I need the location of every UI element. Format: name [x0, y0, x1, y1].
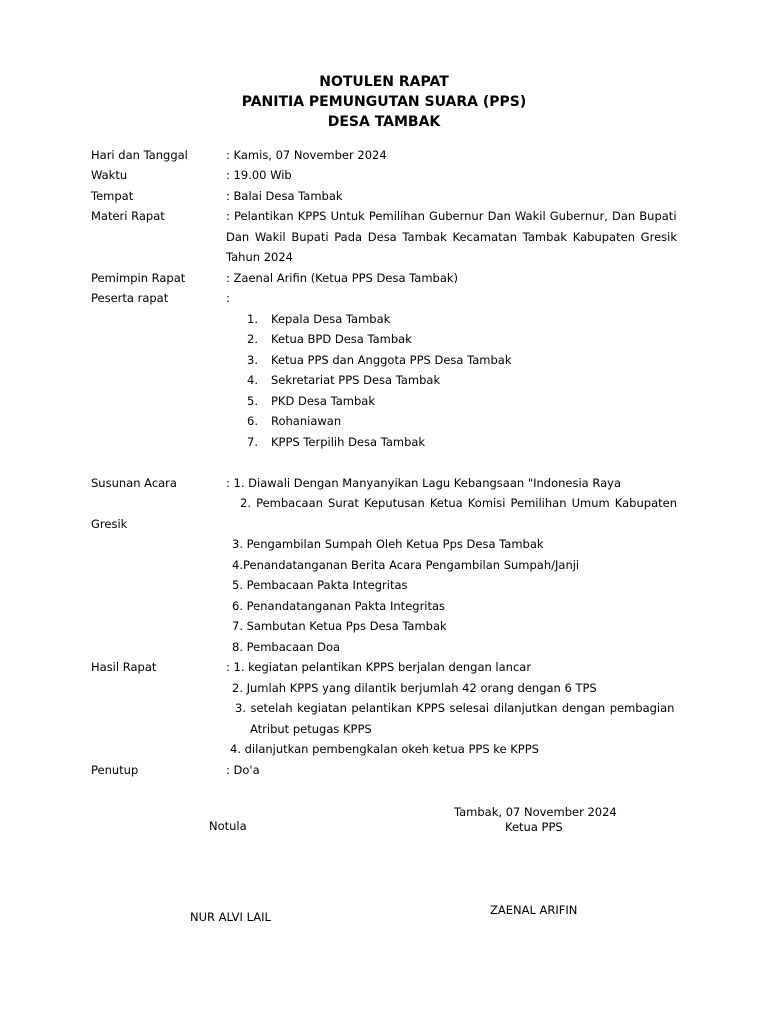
list-item-number: 3. [247, 353, 258, 367]
list-item: Ketua PPS dan Anggota PPS Desa Tambak [271, 353, 512, 367]
signature-notula-name: NUR ALVI LAIL [190, 910, 271, 924]
list-item-number: 7. [247, 435, 258, 449]
list-item-number: 4. [247, 373, 258, 387]
susunan-item-3: 3. Pengambilan Sumpah Oleh Ketua Pps Desa Tambak [232, 537, 544, 551]
susunan-item-7: 7. Sambutan Ketua Pps Desa Tambak [232, 619, 447, 633]
hasil-item-2: 2. Jumlah KPPS yang dilantik berjumlah 42 orang dengan 6 TPS [232, 681, 597, 695]
hari-value: : Kamis, 07 November 2024 [226, 148, 387, 162]
susunan-item-4: 4.Penandatanganan Berita Acara Pengambilan Sumpah/Janji [232, 558, 580, 572]
list-item: Ketua BPD Desa Tambak [271, 332, 412, 346]
peserta-label: Peserta rapat [91, 291, 169, 305]
tempat-label: Tempat [91, 189, 134, 203]
list-item: PKD Desa Tambak [271, 394, 375, 408]
list-item-number: 1. [247, 312, 258, 326]
list-item: Sekretariat PPS Desa Tambak [271, 373, 441, 387]
penutup-label: Penutup [91, 763, 139, 777]
materi-label: Materi Rapat [91, 209, 165, 223]
signature-ketua-name: ZAENAL ARIFIN [490, 903, 578, 917]
list-item: Kepala Desa Tambak [271, 312, 391, 326]
susunan-item-8: 8. Pembacaan Doa [232, 640, 341, 654]
susunan-item-2-line-1: 2. Pembacaan Surat Keputusan Ketua Komisi Pemilihan Umum Kabupaten [240, 496, 677, 510]
list-item: Rohaniawan [271, 414, 342, 428]
tempat-value: : Balai Desa Tambak [226, 189, 343, 203]
materi-line-1: : Pelantikan KPPS Untuk Pemilihan Gubernur Dan Wakil Gubernur, Dan Bupati [226, 209, 677, 223]
susunan-item-2-line-2: Gresik [91, 517, 128, 531]
materi-line-3: Tahun 2024 [226, 250, 293, 264]
list-item-number: 2. [247, 332, 258, 346]
susunan-item-5: 5. Pembacaan Pakta Integritas [232, 578, 408, 592]
pemimpin-value: : Zaenal Arifin (Ketua PPS Desa Tambak) [226, 271, 459, 285]
hasil-item-3-line-1: 3. setelah kegiatan pelantikan KPPS selesai dilanjutkan dengan pembagian [235, 701, 675, 715]
penutup-value: : Do'a [226, 763, 260, 777]
hari-label: Hari dan Tanggal [91, 148, 188, 162]
hasil-item-3-line-2: Atribut petugas KPPS [250, 722, 372, 736]
susunan-item-1: : 1. Diawali Dengan Manyanyikan Lagu Kebangsaan "Indonesia Raya [226, 476, 622, 490]
list-item: KPPS Terpilih Desa Tambak [271, 435, 426, 449]
materi-line-2: Dan Wakil Bupati Pada Desa Tambak Kecamatan Tambak Kabupaten Gresik [226, 230, 677, 244]
hasil-item-1: : 1. kegiatan pelantikan KPPS berjalan dengan lancar [226, 660, 532, 674]
document-location-title: DESA TAMBAK [327, 114, 441, 130]
hasil-label: Hasil Rapat [91, 660, 157, 674]
waktu-value: : 19.00 Wib [226, 168, 292, 182]
document-subtitle: PANITIA PEMUNGUTAN SUARA (PPS) [241, 94, 527, 110]
peserta-colon: : [226, 291, 230, 305]
document-title: NOTULEN RAPAT [319, 74, 449, 90]
list-item-number: 6. [247, 414, 258, 428]
signature-ketua-title: Ketua PPS [505, 820, 563, 834]
hasil-item-4: 4. dilanjutkan pembengkalan okeh ketua PPS ke KPPS [230, 742, 539, 756]
signature-notula-title: Notula [209, 819, 247, 833]
signature-place-date: Tambak, 07 November 2024 [454, 805, 617, 819]
list-item-number: 5. [247, 394, 258, 408]
waktu-label: Waktu [91, 168, 128, 182]
pemimpin-label: Pemimpin Rapat [91, 271, 186, 285]
susunan-item-6: 6. Penandatanganan Pakta Integritas [232, 599, 446, 613]
susunan-label: Susunan Acara [91, 476, 177, 490]
